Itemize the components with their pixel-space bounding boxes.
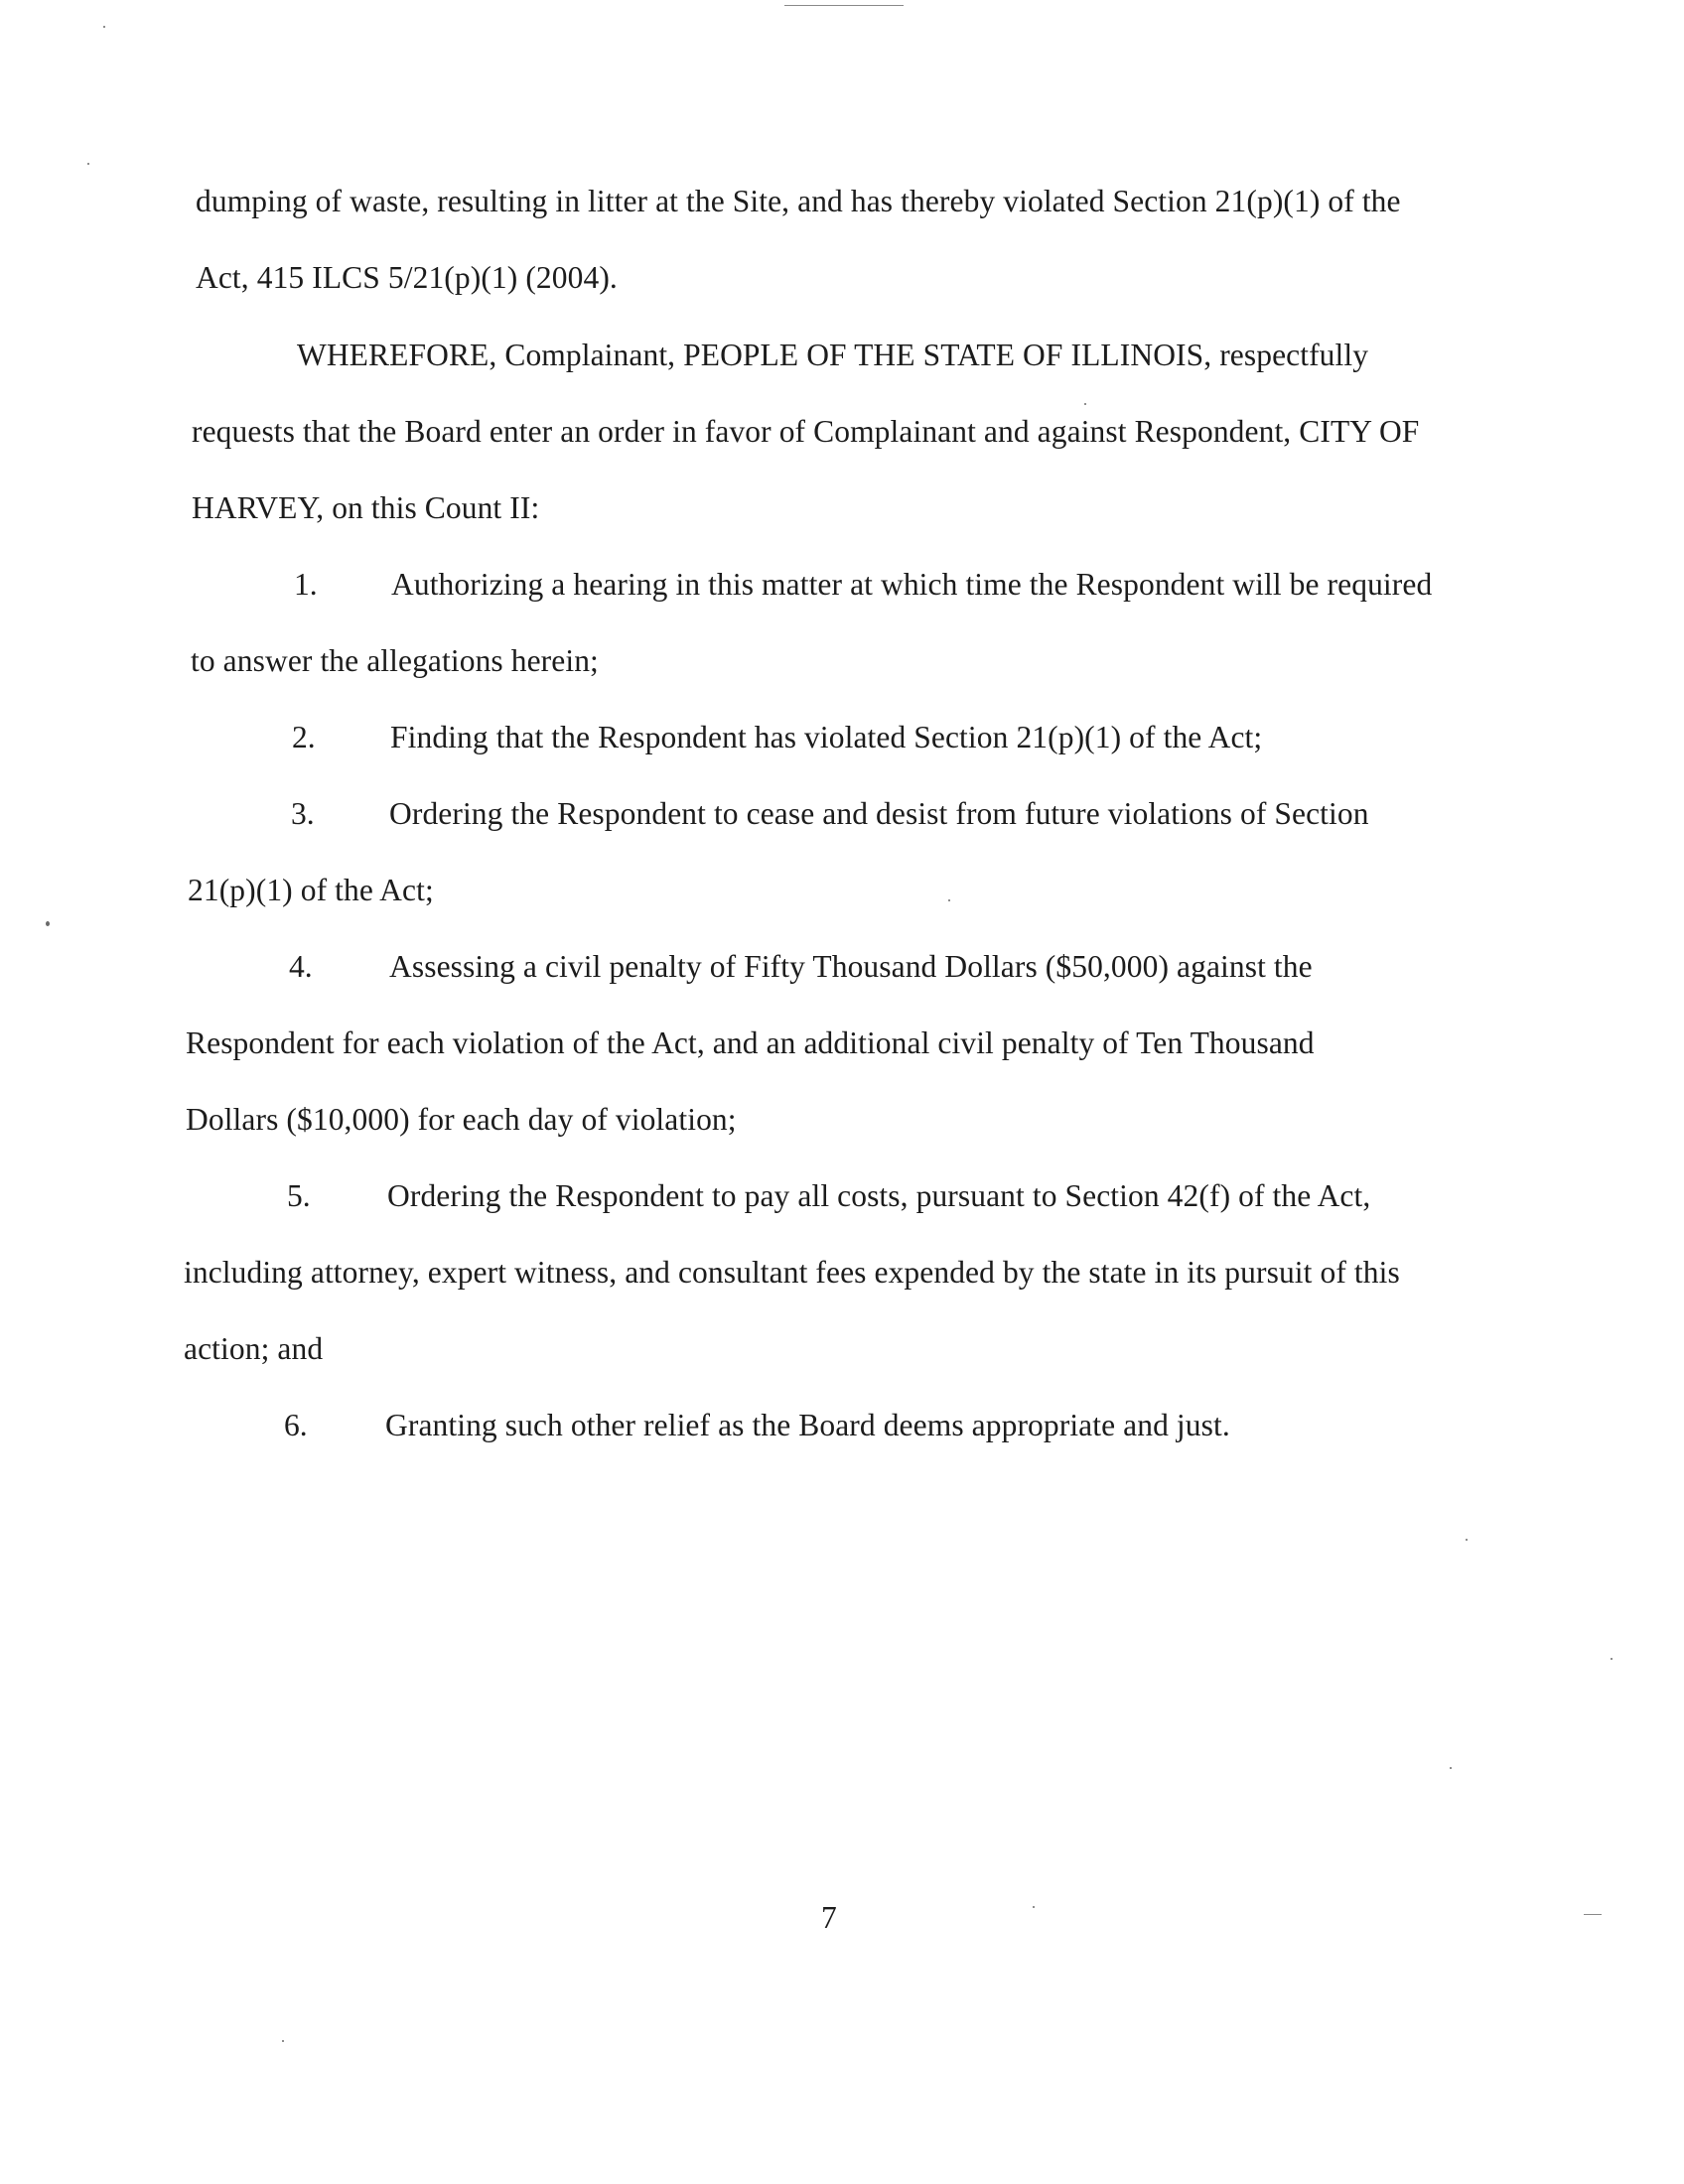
page-number: 7	[821, 1900, 837, 1935]
scan-speck	[1611, 1658, 1613, 1660]
list-item-text: Authorizing a hearing in this matter at which time the Respondent will be required	[391, 567, 1433, 602]
scan-speck	[282, 2040, 284, 2042]
body-text-line: HARVEY, on this Count II:	[192, 490, 540, 525]
list-item-text: Finding that the Respondent has violated Section 21(p)(1) of the Act;	[390, 720, 1263, 754]
list-item-number: 5.	[287, 1178, 311, 1213]
scan-speck	[46, 921, 50, 926]
list-item-number: 2.	[292, 720, 316, 754]
scan-mark	[784, 5, 904, 6]
scan-speck	[103, 26, 105, 28]
list-item-text: Respondent for each violation of the Act, and an additional civil penalty of Ten Thousand	[186, 1025, 1315, 1060]
scan-speck	[87, 163, 89, 165]
scan-speck	[1466, 1539, 1468, 1541]
list-item-text: Assessing a civil penalty of Fifty Thousand Dollars ($50,000) against the	[389, 949, 1313, 984]
list-item-text: to answer the allegations herein;	[191, 643, 599, 678]
body-text-line: dumping of waste, resulting in litter at the Site, and has thereby violated Section 21(p)(1) of the	[196, 184, 1401, 218]
list-item-number: 1.	[294, 567, 318, 602]
scan-mark	[1584, 1914, 1602, 1915]
list-item-text: Ordering the Respondent to pay all costs, pursuant to Section 42(f) of the Act,	[387, 1178, 1371, 1213]
body-text-line: WHEREFORE, Complainant, PEOPLE OF THE STATE OF ILLINOIS, respectfully	[297, 338, 1369, 372]
list-item-text: 21(p)(1) of the Act;	[188, 873, 434, 907]
list-item-text: action; and	[184, 1331, 324, 1366]
list-item-text: Granting such other relief as the Board deems appropriate and just.	[385, 1408, 1230, 1442]
list-item-text: Ordering the Respondent to cease and desist from future violations of Section	[389, 796, 1369, 831]
scan-speck	[1033, 1906, 1035, 1908]
body-text-line: Act, 415 ILCS 5/21(p)(1) (2004).	[196, 260, 618, 295]
list-item-text: including attorney, expert witness, and consultant fees expended by the state in its pursuit of this	[184, 1255, 1400, 1290]
list-item-number: 6.	[284, 1408, 308, 1442]
scan-speck	[948, 899, 950, 901]
list-item-number: 4.	[289, 949, 313, 984]
list-item-number: 3.	[291, 796, 315, 831]
list-item-text: Dollars ($10,000) for each day of violation;	[186, 1102, 737, 1137]
body-text-line: requests that the Board enter an order in favor of Complainant and against Respondent, CITY OF	[192, 414, 1420, 449]
scan-speck	[1450, 1767, 1452, 1769]
scan-speck	[1084, 403, 1086, 405]
